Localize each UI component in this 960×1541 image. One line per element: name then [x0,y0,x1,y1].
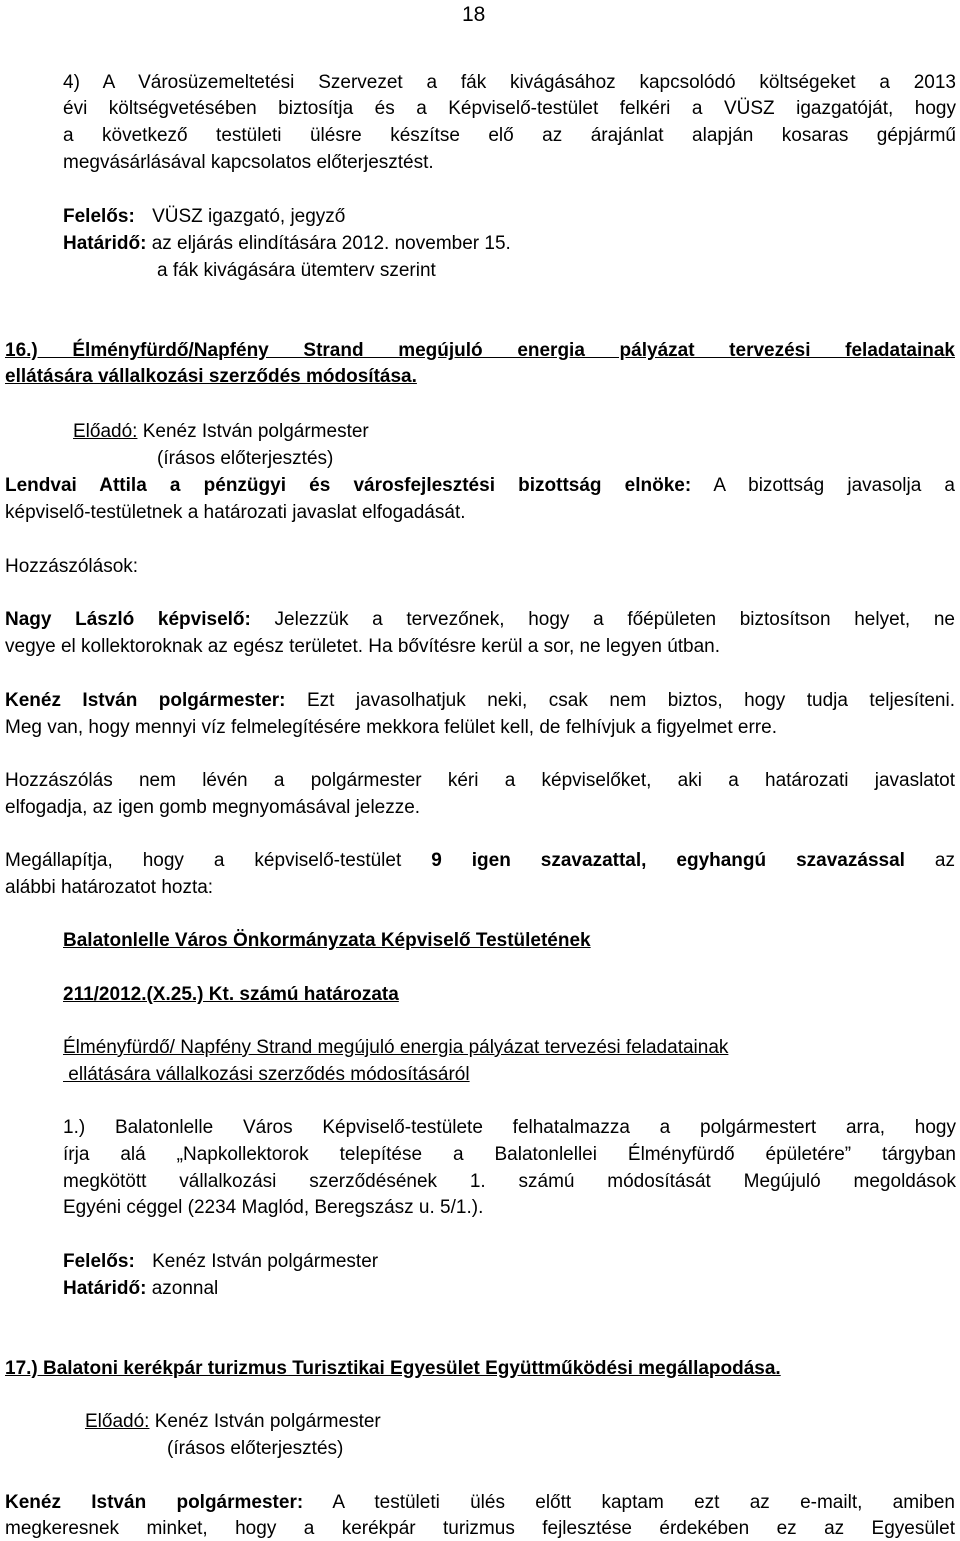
page-number: 18 [462,3,486,26]
eloado-value: Kenéz István polgármester [142,421,369,442]
hatarozat-text-3: megkötött vállalkozási szerződésének 1. számú módosítását Megújuló megoldások [63,1171,956,1192]
hatarido-label: Határidő: [63,233,147,254]
kenez-line-2: Meg van, hogy mennyi víz felmelegítésére mekkora felület kell, de felhívjuk a figyelmet erre. [5,717,777,738]
item16-iras: (írásos előterjesztés) [157,448,334,469]
item17-eloado [85,1410,381,1434]
megall-pre: Megállapítja, hogy a képviselő-testület [5,850,402,871]
lendvai-name: Lendvai Attila a pénzügyi és városfejlesztési bizottság elnöke: [5,475,692,496]
hatarido-label: Határidő: [63,1278,147,1299]
felelos-value: Kenéz István polgármester [152,1251,379,1272]
felelos-value: VÜSZ igazgató, jegyző [152,206,346,227]
megall-line-2: alábbi határozatot hozta: [5,877,214,898]
kenez-line-1 [5,689,955,713]
item4-line-3: a következő testületi ülésre készítse elő az árajánlat alapján kosaras gépjármű [63,125,956,146]
hatarozat-subject-2: ellátására vállalkozási szerződés módosításáról [63,1064,470,1085]
hatarozat-title: Balatonlelle Város Önkormányzata Képviselő Testületének [63,930,591,951]
hatarozat-text-4: Egyéni céggel (2234 Maglód, Beregszász u. 5/1.). [63,1197,484,1218]
eloado-label: Előadó: [85,1411,150,1432]
item16-eloado [73,420,369,444]
nagy-line-2: vegye el kollektoroknak az egész területet. Ha bővítésre kerül a sor, ne legyen útban. [5,636,721,657]
megall-line-1 [5,849,955,873]
megall-bold: 9 igen szavazattal, egyhangú szavazással [431,850,905,871]
nagy-name: Nagy László képviselő: [5,609,251,630]
item4-hatarido-value-2: a fák kivágására ütemterv szerint [157,260,436,281]
item4-felelos [63,205,345,229]
felelos-label: Felelős: [63,206,135,227]
item4-line-4: megvásárlásával kapcsolatos előterjesztést. [63,152,434,173]
hatarozat-text-1: 1.) Balatonlelle Város Képviselő-testülete felhatalmazza a polgármestert arra, hogy [63,1117,956,1138]
eloado-value: Kenéz István polgármester [154,1411,381,1432]
nagy-text: Jelezzük a tervezőnek, hogy a főépületen biztosítson helyet, ne [274,609,956,630]
item4-line-1: 4) A Városüzemeltetési Szervezet a fák kivágásához kapcsolódó költségeket a 2013 [63,72,956,93]
nagy-line-1 [5,608,955,632]
kenez-name: Kenéz István polgármester: [5,1492,304,1513]
item16-felelos [63,1250,378,1274]
item17-kenez-line-2: megkeresnek minket, hogy a kerékpár turizmus fejlesztése érdekében ez az Egyesület [5,1518,955,1539]
kenez-text: Ezt javasolhatjuk neki, csak nem biztos, hogy tudja teljesíteni. [306,690,955,711]
hatarozat-number: 211/2012.(X.25.) Kt. számú határozata [63,984,399,1005]
hozzaszolasok-heading: Hozzászólások: [5,556,139,577]
hatarozat-text-2: írja alá „Napkollektorok telepítése a Balatonlellei Élményfürdő épületére” tárgyban [63,1144,956,1165]
item16-lendvai-line-1 [5,474,955,498]
item17-title: 17.) Balatoni kerékpár turizmus Turisztikai Egyesület Együttműködési megállapodása. [5,1358,781,1379]
megall-post: az [934,850,955,871]
item17-kenez-line-1 [5,1491,955,1515]
item16-title-line-2: ellátására vállalkozási szerződés módosítása. [5,366,417,387]
item16-lendvai-line-2: képviselő-testületnek a határozati javaslat elfogadását. [5,502,466,523]
hatarido-value: az eljárás elindítására 2012. november 15. [151,233,511,254]
hozzaszolas-line-1: Hozzászólás nem lévén a polgármester kéri a képviselőket, aki a határozati javaslatot [5,770,955,791]
item16-hatarido [63,1277,218,1301]
item4-line-2: évi költségvetésében biztosítja és a Képviselő-testület felkéri a VÜSZ igazgatóját, hogy [63,98,956,119]
kenez-name: Kenéz István polgármester: [5,690,286,711]
item17-iras: (írásos előterjesztés) [167,1438,344,1459]
hozzaszolas-line-2: elfogadja, az igen gomb megnyomásával jelezze. [5,797,421,818]
eloado-label: Előadó: [73,421,138,442]
kenez-text: A testületi ülés előtt kaptam ezt az e-mailt, amiben [332,1492,955,1513]
lendvai-text: A bizottság javasolja a [713,475,956,496]
item4-hatarido [63,232,511,256]
hatarido-value: azonnal [151,1278,219,1299]
item16-title-line-1: 16.) Élményfürdő/Napfény Strand megújuló energia pályázat tervezési feladatainak [5,340,955,361]
hatarozat-subject-1: Élményfürdő/ Napfény Strand megújuló energia pályázat tervezési feladatainak [63,1037,729,1058]
felelos-label: Felelős: [63,1251,135,1272]
